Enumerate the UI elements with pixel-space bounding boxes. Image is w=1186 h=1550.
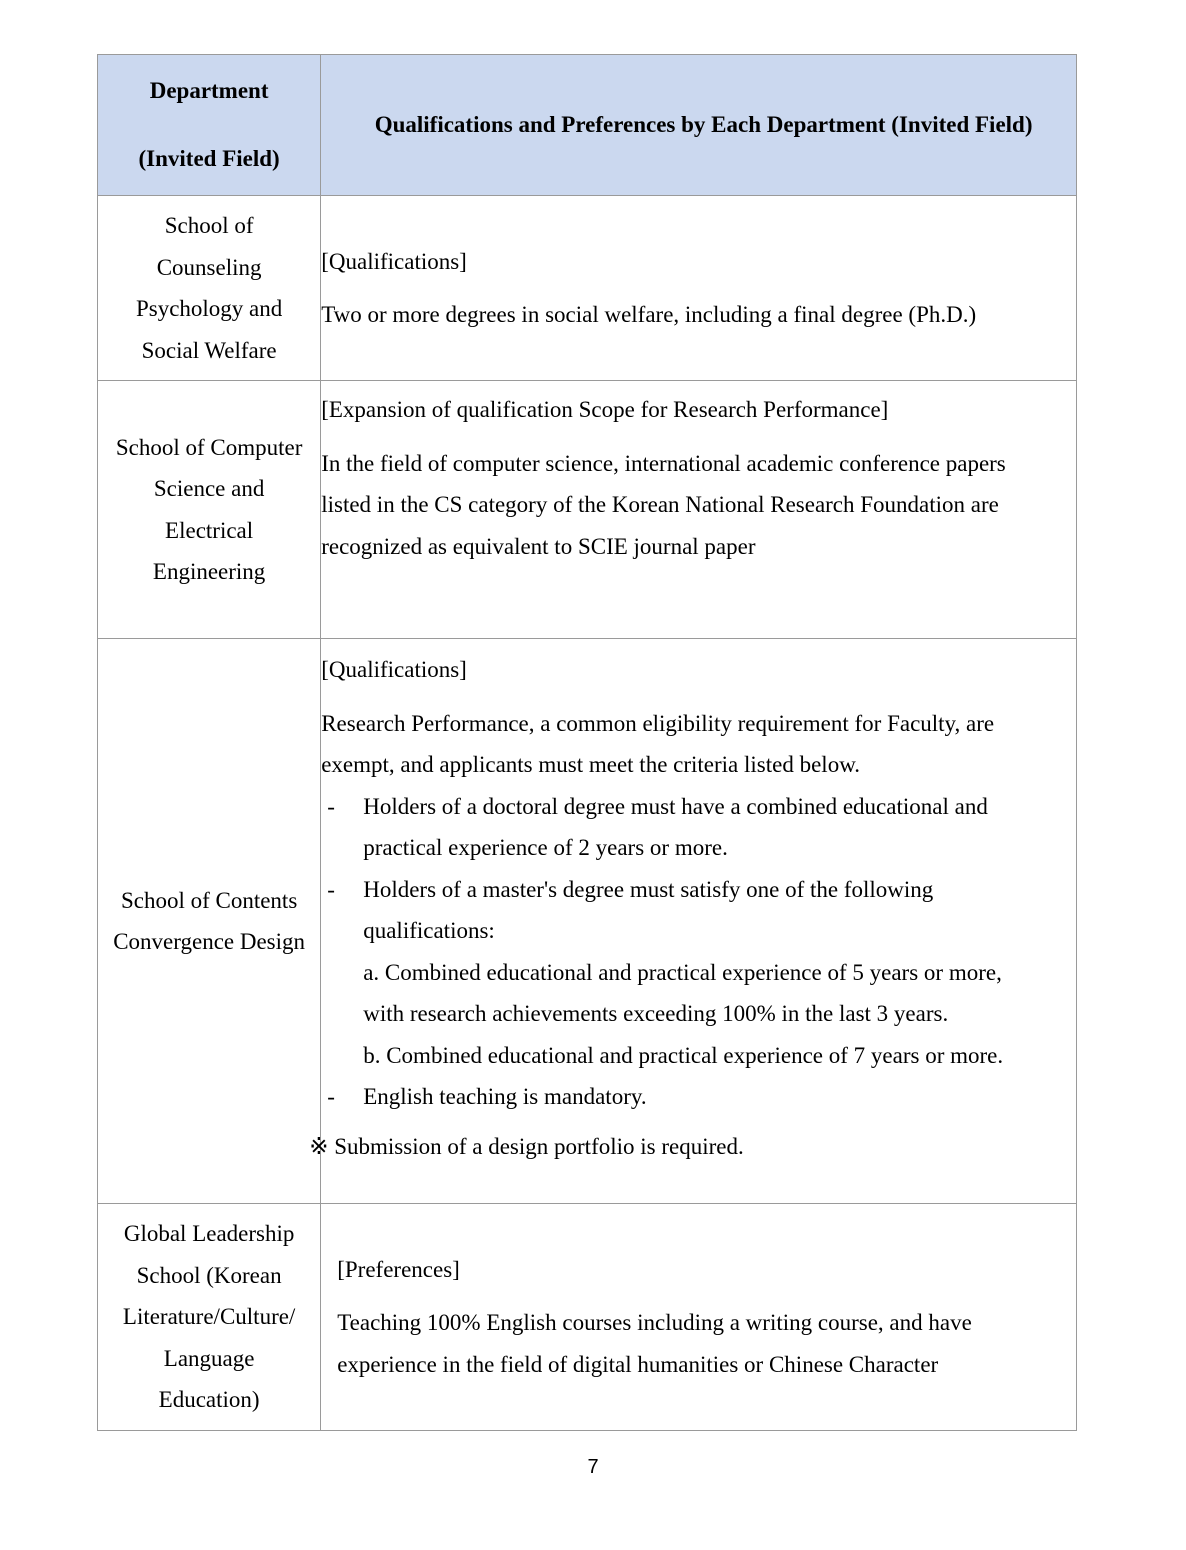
dept-line: School of Computer (115, 434, 303, 460)
text-line: a. Combined educational and practical experience of 5 years or more, (363, 959, 1002, 985)
text-line: experience in the field of digital humanities or Chinese Character (337, 1351, 939, 1377)
header-dept-line: (Invited Field) (138, 146, 280, 171)
department-cell (98, 639, 321, 1204)
text-line: English teaching is mandatory. (363, 1084, 647, 1109)
dept-line: Literature/Culture/ (122, 1304, 296, 1330)
dept-line: Counseling (156, 254, 262, 280)
dept-line: Language (163, 1345, 255, 1371)
dept-line: Convergence Design (113, 929, 306, 954)
dept-line: Science and (153, 476, 265, 501)
bullet-dash: - (327, 1084, 335, 1109)
department-cell (98, 381, 321, 639)
table-row (98, 639, 1077, 1204)
text-line: In the field of computer science, international academic conference papers (321, 450, 1006, 476)
qualification-cell (321, 381, 1077, 639)
department-column-header (98, 55, 321, 196)
dept-line: Social Welfare (141, 337, 277, 363)
dept-line: Psychology and (135, 296, 283, 321)
text-line: practical experience of 2 years or more. (363, 835, 728, 860)
qualification-cell (309, 639, 1077, 1204)
table-row (98, 196, 1077, 381)
text-line: Two or more degrees in social welfare, including a final degree (Ph.D.) (321, 302, 977, 327)
text-line: qualifications: (363, 918, 495, 943)
bullet-dash: - (327, 793, 335, 819)
header-dept-line: Department (149, 78, 269, 103)
dept-line: Electrical (165, 517, 254, 543)
bullet-dash: - (327, 876, 335, 902)
dept-line: School of Contents (120, 887, 298, 913)
dept-line: Global Leadership (123, 1221, 295, 1247)
dept-line: Engineering (152, 559, 266, 584)
dept-line: Education) (158, 1387, 260, 1413)
text-line: Holders of a doctoral degree must have a combined educational and (363, 793, 988, 819)
page-number: 7 (587, 1456, 599, 1478)
table-header-row (98, 55, 1077, 196)
text-line: Holders of a master's degree must satisfy one of the following (363, 876, 934, 902)
qualifications-table (97, 54, 1077, 1431)
text-line: exempt, and applicants must meet the criteria listed below. (321, 752, 861, 777)
sub-items (321, 952, 1076, 1077)
table-row (98, 381, 1077, 639)
bullet-item (321, 786, 1076, 869)
qualification-cell (321, 196, 1077, 381)
department-cell (98, 1204, 321, 1431)
dept-line: School (Korean (136, 1262, 282, 1288)
department-cell (98, 196, 321, 381)
qualification-cell (321, 1204, 1077, 1431)
section-heading: [Preferences] (337, 1256, 460, 1282)
dept-line: School of (164, 213, 254, 238)
portfolio-note: ※ Submission of a design portfolio is required. (309, 1133, 744, 1159)
text-line: Teaching 100% English courses including a writing course, and have (337, 1310, 972, 1336)
text-line: Research Performance, a common eligibility requirement for Faculty, are (321, 710, 995, 736)
text-line: with research achievements exceeding 100% in the last 3 years. (363, 1001, 949, 1026)
qualifications-column-header: Qualifications and Preferences by Each Department (Invited Field) (321, 55, 1077, 196)
section-heading: [Qualifications] (321, 657, 467, 682)
text-line: b. Combined educational and practical experience of 7 years or more. (363, 1042, 1004, 1068)
bullet-item (321, 869, 1076, 952)
table-row (98, 1204, 1077, 1431)
bullet-item (321, 1076, 1076, 1118)
text-line: listed in the CS category of the Korean National Research Foundation are (321, 492, 999, 517)
text-line: recognized as equivalent to SCIE journal paper (321, 533, 756, 559)
section-heading: [Expansion of qualification Scope for Research Performance] (321, 397, 889, 422)
section-heading: [Qualifications] (321, 248, 467, 274)
